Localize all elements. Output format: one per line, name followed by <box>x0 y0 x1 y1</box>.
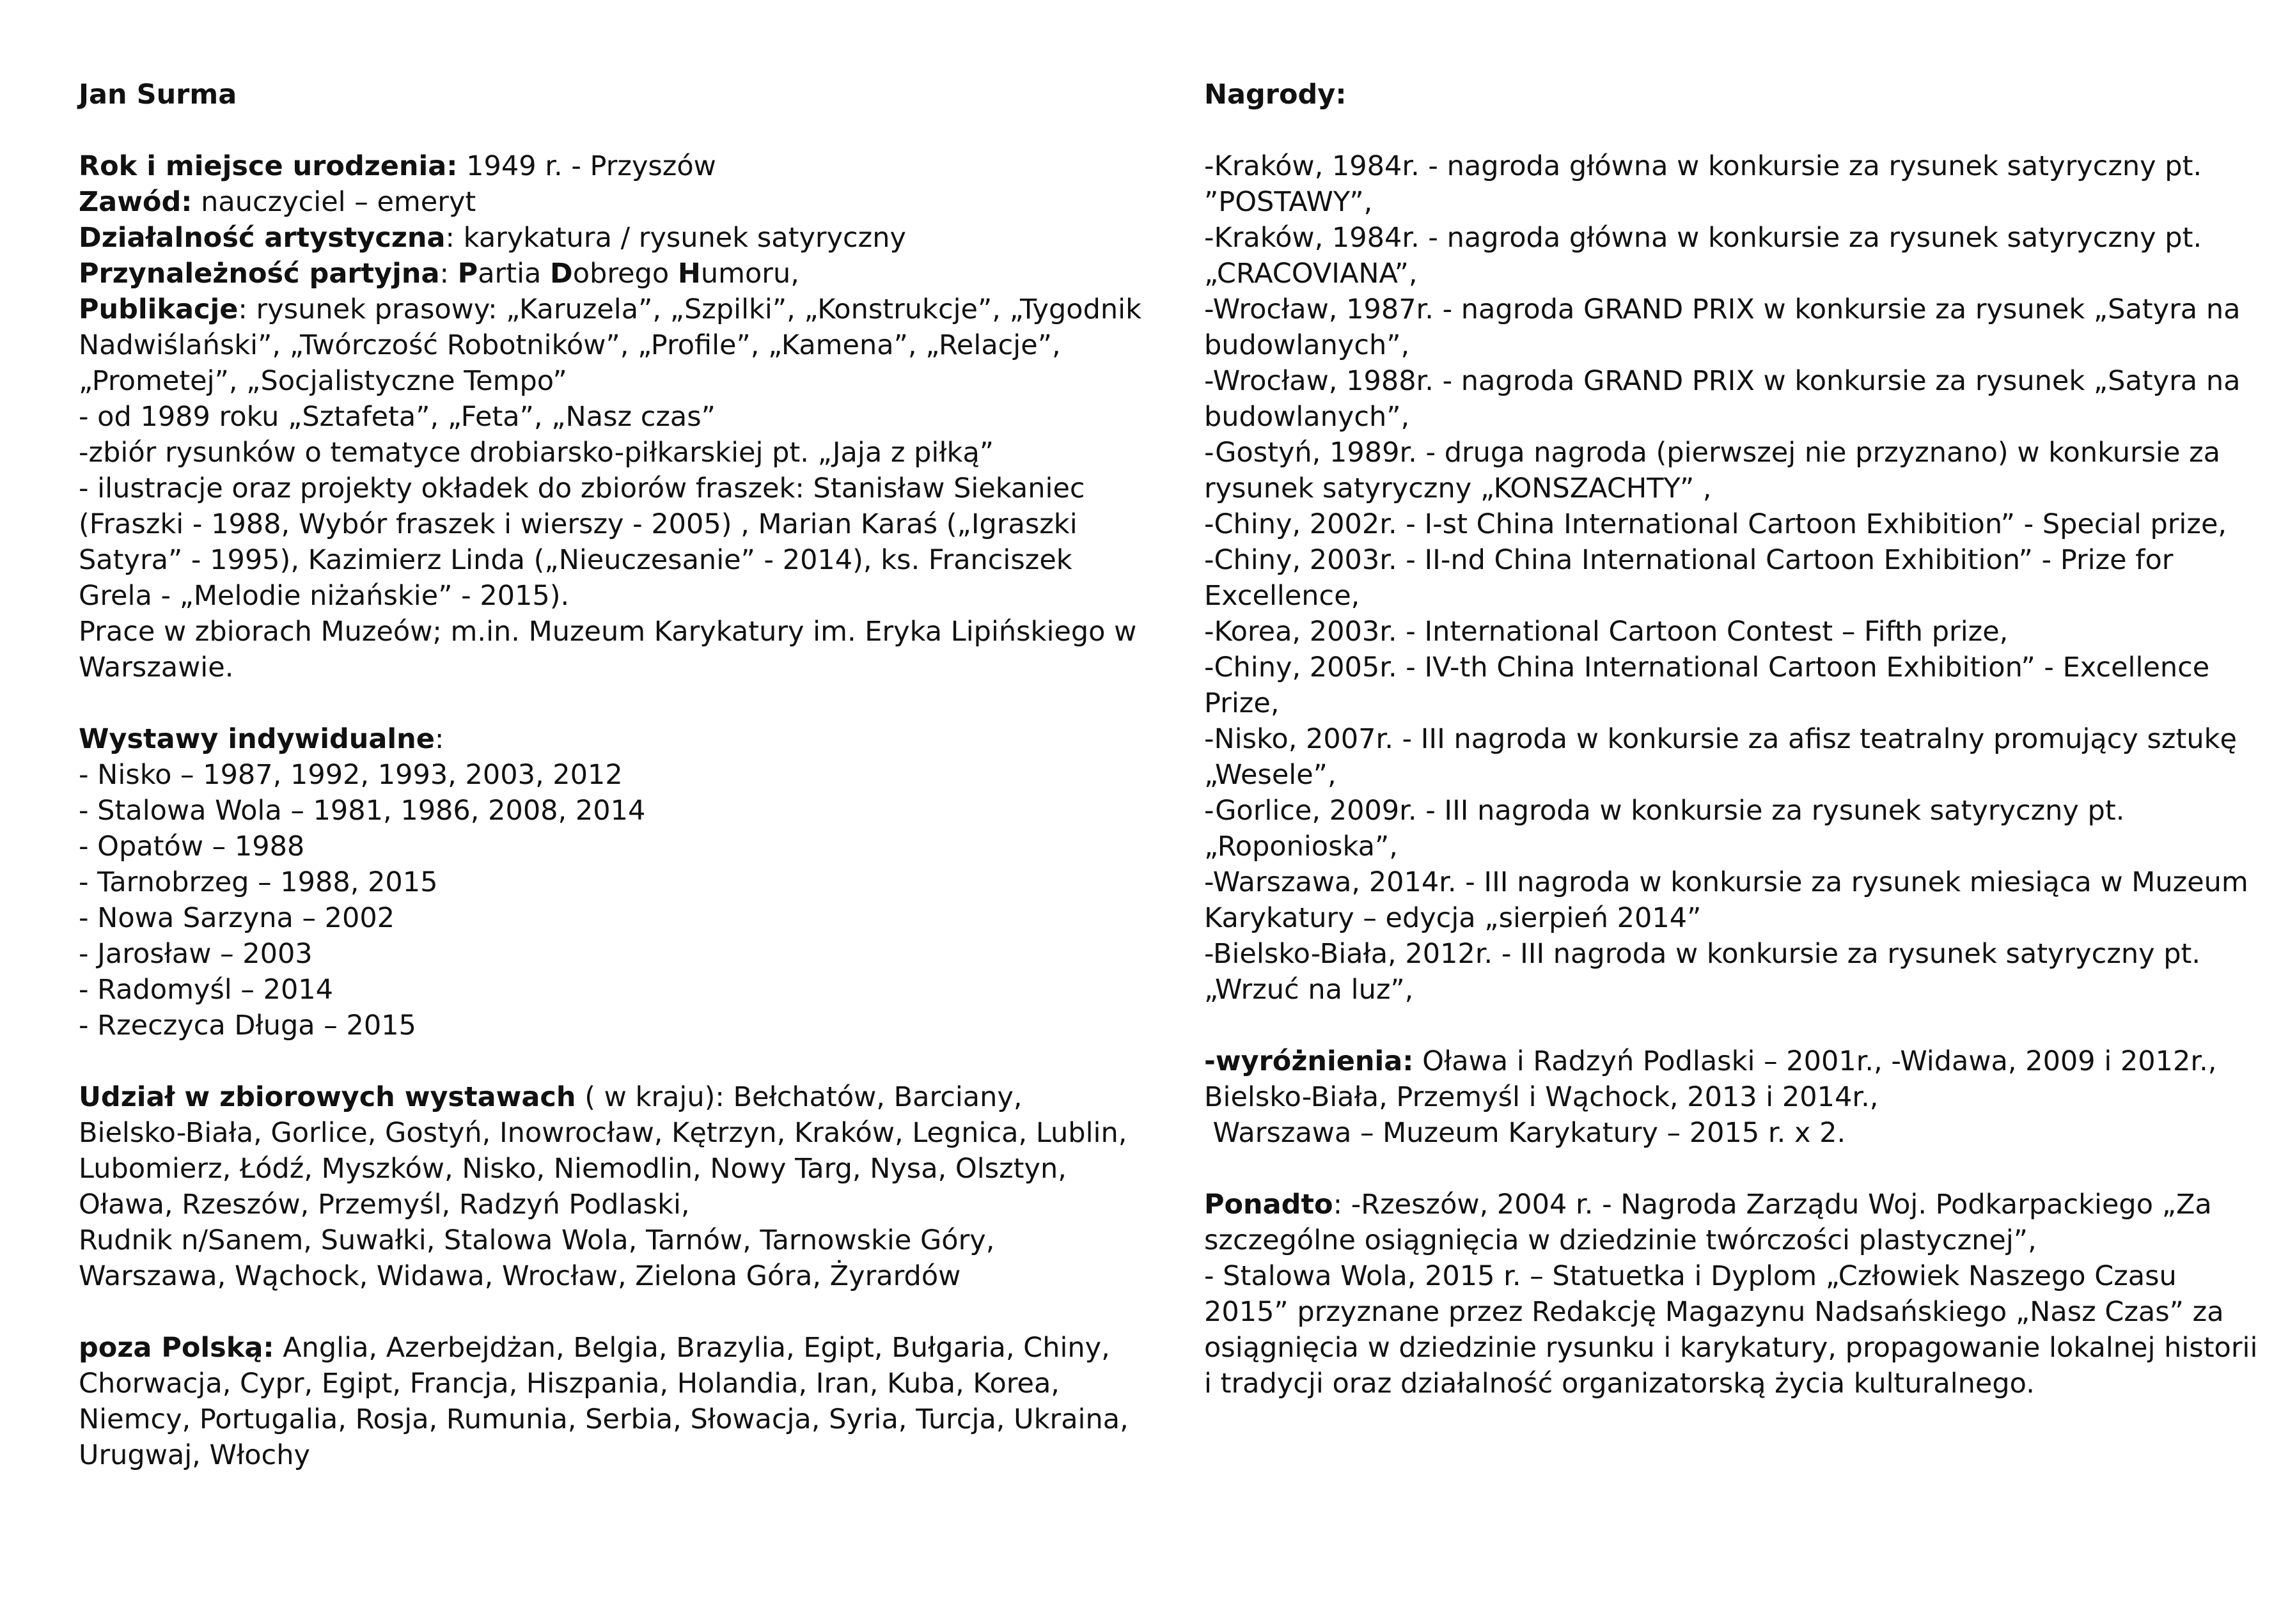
award-line: -Bielsko-Biała, 2012r. - III nagroda w konkursie za rysunek satyryczny pt. <box>1204 938 2201 970</box>
publications-text-line: Nadwiślański”, „Twórczość Robotników”, „Profile”, „Kamena”, „Relacje”, <box>79 329 1061 361</box>
besides-label: Ponadto <box>1204 1189 1333 1221</box>
group-exhibitions-text-line: Bielsko-Biała, Gorlice, Gostyń, Inowrocław, Kętrzyn, Kraków, Legnica, Lublin, <box>79 1117 1127 1149</box>
solo-exhibitions-heading: Wystawy indywidualne: <box>79 723 444 755</box>
publications-text-line: Prace w zbiorach Muzeów; m.in. Muzeum Karykatury im. Eryka Lipińskiego w <box>79 616 1137 648</box>
spacer <box>1204 1008 2227 1043</box>
publications-text-line: (Fraszki - 1988, Wybór fraszek i wierszy - 2005) , Marian Karaś („Igraszki <box>79 508 1078 540</box>
birth-value: 1949 r. - Przyszów <box>457 150 716 182</box>
solo-exhibition-item: - Tarnobrzeg – 1988, 2015 <box>79 866 438 898</box>
group-exhibitions-text-line: Oława, Rzeszów, Przemyśl, Radzyń Podlaski, <box>79 1189 690 1221</box>
publications-text-line: Satyra” - 1995), Kazimierz Linda („Nieuczesanie” - 2014), ks. Franciszek <box>79 544 1072 576</box>
group-exhibitions-text-line: Warszawa, Wąchock, Widawa, Wrocław, Zielona Góra, Żyrardów <box>79 1260 961 1292</box>
award-line: budowlanych”, <box>1204 401 1410 433</box>
publications-text-line: -zbiór rysunków o tematyce drobiarsko-piłkarskiej pt. „Jaja z piłką” <box>79 437 994 469</box>
solo-exhibition-item: - Nisko – 1987, 1992, 1993, 2003, 2012 <box>79 759 623 791</box>
activity-value: : karykatura / rysunek satyryczny <box>445 222 906 254</box>
publications-text-line: „Prometej”, „Socjalistyczne Tempo” <box>79 365 567 397</box>
distinctions-line: -wyróżnienia: Oława i Radzyń Podlaski – 2001r., -Widawa, 2009 i 2012r., <box>1204 1045 2217 1077</box>
award-line: -Gorlice, 2009r. - III nagroda w konkursie za rysunek satyryczny pt. <box>1204 795 2125 827</box>
award-line: -Kraków, 1984r. - nagroda główna w konkursie za rysunek satyryczny pt. <box>1204 150 2202 182</box>
group-exhibitions-text-line: Lubomierz, Łódź, Myszków, Nisko, Niemodlin, Nowy Targ, Nysa, Olsztyn, <box>79 1153 1067 1185</box>
solo-exhibition-item: - Jarosław – 2003 <box>79 938 313 970</box>
award-line: -Wrocław, 1987r. - nagroda GRAND PRIX w konkursie za rysunek „Satyra na <box>1204 293 2241 325</box>
award-line: „Roponioska”, <box>1204 831 1398 863</box>
award-line: -Gostyń, 1989r. - druga nagroda (pierwszej nie przyznano) w konkursie za <box>1204 437 2221 469</box>
award-line: -Korea, 2003r. - International Cartoon Contest – Fifth prize, <box>1204 616 2009 648</box>
solo-exhibition-item: - Opatów – 1988 <box>79 831 305 863</box>
solo-exhibition-item: - Nowa Sarzyna – 2002 <box>79 902 395 934</box>
besides-text-line: i tradycji oraz działalność organizatorską życia kulturalnego. <box>1204 1368 2035 1400</box>
besides-text-line: szczególne osiągnięcia w dziedzinie twórczości plastycznej”, <box>1204 1224 2037 1256</box>
distinctions-text-line: Bielsko-Biała, Przemyśl i Wąchock, 2013 i 2014r., <box>1204 1081 1879 1113</box>
publications-text-line: - od 1989 roku „Sztafeta”, „Feta”, „Nasz czas” <box>79 401 716 433</box>
activity-line <box>79 220 1159 256</box>
artist-name: Jan Surma <box>79 79 237 111</box>
publications-text-line: - ilustracje oraz projekty okładek do zbiorów fraszek: Stanisław Siekaniec <box>79 472 1085 504</box>
group-exhibitions-label: Udział w zbiorowych wystawach <box>79 1081 576 1113</box>
award-line: Excellence, <box>1204 580 1360 612</box>
award-line: Prize, <box>1204 687 1280 719</box>
award-line: -Kraków, 1984r. - nagroda główna w konkursie za rysunek satyryczny pt. <box>1204 222 2202 254</box>
solo-exhibition-item: - Rzeczyca Długa – 2015 <box>79 1010 416 1042</box>
solo-exhibition-item: - Stalowa Wola – 1981, 1986, 2008, 2014 <box>79 795 646 827</box>
spacer <box>79 1043 1159 1079</box>
birth-line <box>79 148 1159 184</box>
besides-text-line: 2015” przyznane przez Redakcję Magazynu Nadsańskiego „Nasz Czas” za <box>1204 1296 2224 1328</box>
solo-exhibition-item: - Radomyśl – 2014 <box>79 974 334 1006</box>
awards-heading: Nagrody: <box>1204 79 1347 111</box>
award-line: -Chiny, 2005r. - IV-th China International Cartoon Exhibition” - Excellence <box>1204 652 2210 683</box>
party-label: Przynależność partyjna <box>79 258 440 290</box>
occupation-label: Zawód: <box>79 186 192 218</box>
award-line: -Chiny, 2003r. - II-nd China International Cartoon Exhibition” - Prize for <box>1204 544 2174 576</box>
occupation-value: nauczyciel – emeryt <box>192 186 476 218</box>
publications-line: Publikacje: rysunek prasowy: „Karuzela”, „Szpilki”, „Konstrukcje”, „Tygodnik <box>79 293 1141 325</box>
group-exhibitions-text-line: Rudnik n/Sanem, Suwałki, Stalowa Wola, Tarnów, Tarnowskie Góry, <box>79 1224 995 1256</box>
spacer <box>1204 113 2227 148</box>
distinctions-label: -wyróżnienia: <box>1204 1045 1414 1077</box>
abroad-text-line: Urugwaj, Włochy <box>79 1439 310 1471</box>
award-line: -Wrocław, 1988r. - nagroda GRAND PRIX w konkursie za rysunek „Satyra na <box>1204 365 2241 397</box>
abroad-text-line: Niemcy, Portugalia, Rosja, Rumunia, Serbia, Słowacja, Syria, Turcja, Ukraina, <box>79 1403 1129 1435</box>
right-column <box>1204 77 2258 1401</box>
award-line: budowlanych”, <box>1204 329 1410 361</box>
abroad-line: poza Polską: Anglia, Azerbejdżan, Belgia, Brazylia, Egipt, Bułgaria, Chiny, <box>79 1332 1110 1364</box>
award-line: rysunek satyryczny „KONSZACHTY” , <box>1204 472 1712 504</box>
besides-text-line: - Stalowa Wola, 2015 r. – Statuetka i Dyplom „Człowiek Naszego Czasu <box>1204 1260 2177 1292</box>
besides-line: Ponadto: -Rzeszów, 2004 r. - Nagroda Zarządu Woj. Podkarpackiego „Za <box>1204 1189 2212 1221</box>
party-line: Przynależność partyjna: Partia Dobrego Humoru, <box>79 258 799 290</box>
abroad-text-line: Chorwacja, Cypr, Egipt, Francja, Hiszpania, Holandia, Iran, Kuba, Korea, <box>79 1368 1060 1400</box>
occupation-line <box>79 184 1159 220</box>
distinctions-text-line: Warszawa – Muzeum Karykatury – 2015 r. x 2. <box>1204 1117 1846 1149</box>
award-line: ”POSTAWY”, <box>1204 186 1373 218</box>
spacer <box>79 113 1159 148</box>
abroad-label: poza Polską: <box>79 1332 274 1364</box>
spacer <box>79 685 1159 721</box>
publications-text-line: Grela - „Melodie niżańskie” - 2015). <box>79 580 570 612</box>
activity-label: Działalność artystyczna <box>79 222 446 254</box>
award-line: „Wesele”, <box>1204 759 1336 791</box>
award-line: Karykatury – edycja „sierpień 2014” <box>1204 902 1702 934</box>
spacer <box>79 1294 1159 1330</box>
spacer <box>1204 1151 2227 1187</box>
award-line: -Warszawa, 2014r. - III nagroda w konkursie za rysunek miesiąca w Muzeum <box>1204 866 2248 898</box>
award-line: -Chiny, 2002r. - I-st China International Cartoon Exhibition” - Special prize, <box>1204 508 2227 540</box>
group-exhibitions-line: Udział w zbiorowych wystawach ( w kraju): Bełchatów, Barciany, <box>79 1081 1023 1113</box>
besides-text-line: osiągnięcia w dziedzinie rysunku i karykatury, propagowanie lokalnej historii <box>1204 1332 2258 1364</box>
award-line: „Wrzuć na luz”, <box>1204 974 1414 1006</box>
birth-label: Rok i miejsce urodzenia: <box>79 150 458 182</box>
award-line: „CRACOVIANA”, <box>1204 258 1418 290</box>
publications-text-line: Warszawie. <box>79 652 234 683</box>
publications-label: Publikacje <box>79 293 239 325</box>
award-line: -Nisko, 2007r. - III nagroda w konkursie za afisz teatralny promujący sztukę <box>1204 723 2237 755</box>
left-column <box>79 77 1159 1473</box>
